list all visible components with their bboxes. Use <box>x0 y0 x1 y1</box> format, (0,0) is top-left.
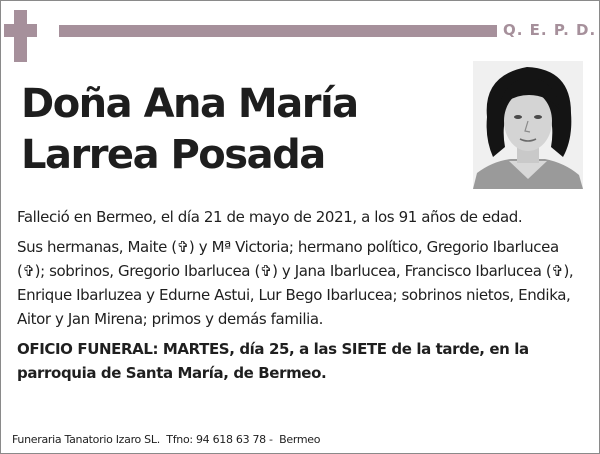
portrait-photo <box>473 61 583 189</box>
funeral-home-footer: Funeraria Tanatorio Izaro SL. Tfno: 94 618 63 78 - Bermeo <box>12 433 321 446</box>
portrait-photo-illustration <box>473 61 583 189</box>
funeral-service: OFICIO FUNERAL: MARTES, día 25, a las SIETE de la tarde, en la parroquia de Santa María, de Bermeo. <box>17 340 529 382</box>
obituary-text <box>17 205 587 385</box>
family-list: Sus hermanas, Maite (✞) y Mª Victoria; hermano político, Gregorio Ibarlucea (✞); sobrinos, Gregorio Ibarlucea (✞) y Jana Ibarlucea, Francisco Ibarlucea (✞), Enrique Ibarluzea y Edurne Astui, Lur Bego Ibarlucea; sobrinos nietos, Endika, Aitor y Jan Mirena; primos y demás familia. <box>17 238 574 328</box>
name-line-2: Larrea Posada <box>21 132 325 178</box>
death-announcement: Falleció en Bermeo, el día 21 de mayo de 2021, a los 91 años de edad. <box>17 208 523 226</box>
header-rule <box>59 25 497 37</box>
name-line-1: Doña Ana María <box>21 81 358 127</box>
deceased-name <box>21 79 358 181</box>
qepd-label: Q. E. P. D. <box>503 21 597 39</box>
